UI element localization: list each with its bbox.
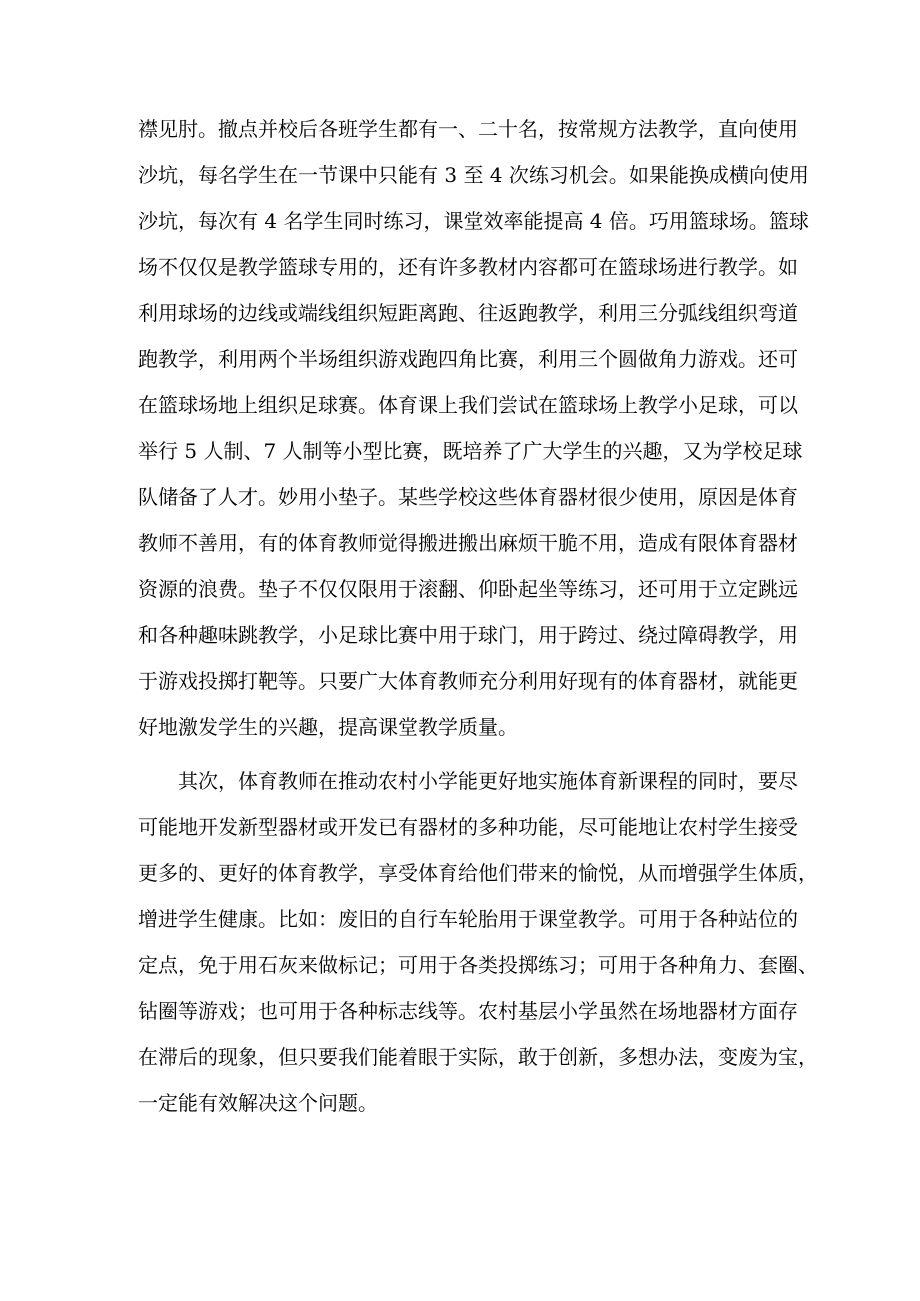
- document-page: [138, 106, 818, 1126]
- paragraph-line: 跑教学，利用两个半场组织游戏跑四角比赛，利用三个圆做角力游戏。还可: [138, 347, 798, 371]
- paragraph-1: [138, 106, 809, 750]
- paragraph-line: 于游戏投掷打靶等。只要广大体育教师充分利用好现有的体育器材，就能更: [138, 669, 798, 693]
- paragraph-line: 沙坑，每次有 4 名学生同时练习，课堂效率能提高 4 倍。巧用篮球场。篮球: [138, 209, 809, 233]
- paragraph-line: 和各种趣味跳教学，小足球比赛中用于球门，用于跨过、绕过障碍教学，用: [138, 623, 798, 647]
- paragraph-line: 在滞后的现象，但只要我们能着眼于实际，敢于创新，多想办法，变废为宝，: [138, 1045, 818, 1069]
- paragraph-line: 增进学生健康。比如：废旧的自行车轮胎用于课堂教学。可用于各种站位的: [138, 907, 798, 931]
- paragraph-line: 钻圈等游戏；也可用于各种标志线等。农村基层小学虽然在场地器材方面存: [138, 999, 798, 1023]
- paragraph-line: 定点，免于用石灰来做标记；可用于各类投掷练习；可用于各种角力、套圈、: [138, 953, 818, 977]
- paragraph-line: 利用球场的边线或端线组织短距离跑、往返跑教学，利用三分弧线组织弯道: [138, 301, 798, 325]
- paragraph-line: 其次，体育教师在推动农村小学能更好地实施体育新课程的同时，要尽: [178, 769, 798, 793]
- paragraph-line: 好地激发学生的兴趣，提高课堂教学质量。: [138, 715, 518, 739]
- paragraph-line: 更多的、更好的体育教学，享受体育给他们带来的愉悦，从而增强学生体质，: [138, 861, 818, 885]
- paragraph-line: 举行 5 人制、7 人制等小型比赛，既培养了广大学生的兴趣，又为学校足球: [138, 439, 803, 463]
- paragraph-2: [138, 758, 818, 1126]
- paragraph-line: 资源的浪费。垫子不仅仅限用于滚翻、仰卧起坐等练习，还可用于立定跳远: [138, 577, 798, 601]
- paragraph-line: 襟见肘。撤点并校后各班学生都有一、二十名，按常规方法教学，直向使用: [138, 117, 798, 141]
- paragraph-line: 可能地开发新型器材或开发已有器材的多种功能，尽可能地让农村学生接受: [138, 815, 798, 839]
- paragraph-line: 教师不善用，有的体育教师觉得搬进搬出麻烦干脆不用，造成有限体育器材: [138, 531, 798, 555]
- paragraph-line: 在篮球场地上组织足球赛。体育课上我们尝试在篮球场上教学小足球，可以: [138, 393, 798, 417]
- paragraph-line: 队储备了人才。妙用小垫子。某些学校这些体育器材很少使用，原因是体育: [138, 485, 798, 509]
- paragraph-line: 场不仅仅是教学篮球专用的，还有许多教材内容都可在篮球场进行教学。如: [138, 255, 798, 279]
- paragraph-gap: [138, 750, 792, 758]
- paragraph-line: 沙坑，每名学生在一节课中只能有 3 至 4 次练习机会。如果能换成横向使用: [138, 163, 809, 187]
- paragraph-line: 一定能有效解决这个问题。: [138, 1091, 378, 1115]
